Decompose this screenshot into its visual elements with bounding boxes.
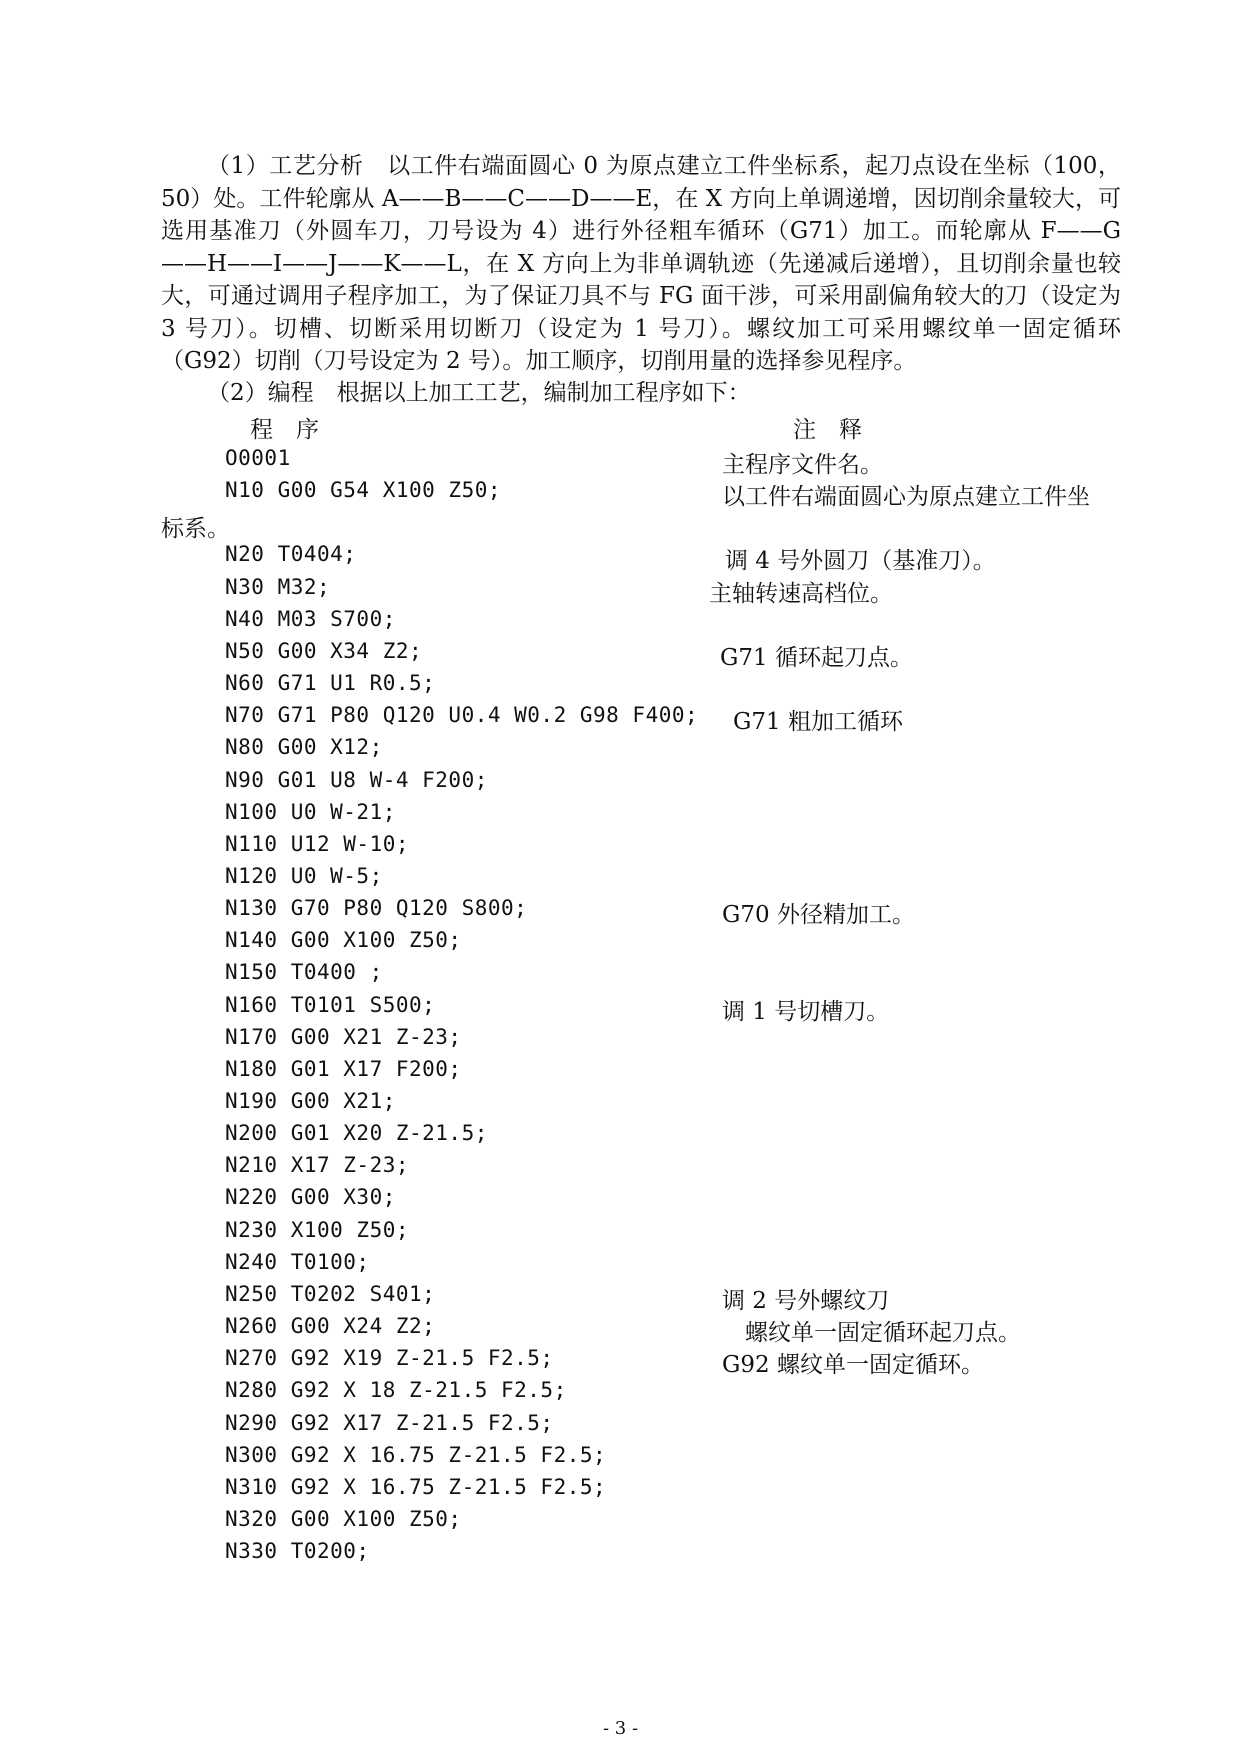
program-note: 标系。 xyxy=(161,516,230,543)
program-line xyxy=(0,832,1241,864)
program-line xyxy=(0,1314,1241,1346)
program-line xyxy=(0,542,1241,574)
program-note-continuation xyxy=(0,510,1241,542)
program-line xyxy=(0,1218,1241,1250)
program-code: N30 M32; xyxy=(225,574,331,599)
program-code: N270 G92 X19 Z-21.5 F2.5; xyxy=(225,1346,554,1371)
program-note: G71 粗加工循环 xyxy=(733,709,903,736)
program-line xyxy=(0,735,1241,767)
program-code: N130 G70 P80 Q120 S800; xyxy=(225,896,528,921)
program-line xyxy=(0,1475,1241,1507)
program-code: N320 G00 X100 Z50; xyxy=(225,1506,462,1531)
program-line xyxy=(0,1153,1241,1185)
program-code: N170 G00 X21 Z-23; xyxy=(225,1024,462,1049)
program-code: N70 G71 P80 Q120 U0.4 W0.2 G98 F400; xyxy=(225,703,699,728)
program-code: N310 G92 X 16.75 Z-21.5 F2.5; xyxy=(225,1474,607,1499)
program-line xyxy=(0,896,1241,928)
program-line xyxy=(0,1282,1241,1314)
program-line xyxy=(0,607,1241,639)
program-note: 调 1 号切槽刀。 xyxy=(722,998,890,1025)
program-note: 主程序文件名。 xyxy=(722,452,883,478)
program-code: N190 G00 X21; xyxy=(225,1089,396,1113)
program-line xyxy=(0,768,1241,800)
program-code: N120 U0 W-5; xyxy=(225,863,383,888)
program-line xyxy=(0,1539,1241,1571)
program-line xyxy=(0,446,1241,478)
program-line xyxy=(0,928,1241,960)
program-code: N140 G00 X100 Z50; xyxy=(225,928,462,953)
program-line xyxy=(0,1507,1241,1539)
program-code: N100 U0 W-21; xyxy=(225,799,396,824)
program-line xyxy=(0,671,1241,703)
program-code: N240 T0100; xyxy=(225,1249,370,1274)
program-line xyxy=(0,1378,1241,1410)
program-code: N220 G00 X30; xyxy=(225,1185,396,1210)
program-code: N210 X17 Z-23; xyxy=(225,1153,410,1178)
paragraph-text: （1）工艺分析 以工件右端面圆心 0 为原点建立工件坐标系，起刀点设在坐标（100，50）处。工件轮廓从 A——B——C——D——E，在 X 方向上单调递增，因切削余量较大，可选用基准刀（外圆车刀，刀号设为 4）进行外径粗车循环（G71）加工。而轮廓从 F——G——H——I——J——K——L，在 X 方向上为非单调轨迹（先递减后递增），且切削余量也较大，可通过调用子程序加工，为了保证刀具不与 FG 面干涉，可采用副偏角较大的刀（设定为 3 号刀）。切槽、切断采用切断刀（设定为 1 号刀）。螺纹加工可采用螺纹单一固定循环（G92）切削（刀号设定为 2 号）。加工顺序，切削用量的选择参见程序。 xyxy=(161,153,1121,374)
program-code: N160 T0101 S500; xyxy=(225,992,436,1017)
program-line xyxy=(0,1025,1241,1057)
program-line xyxy=(0,800,1241,832)
program-line xyxy=(0,639,1241,671)
program-code: N330 T0200; xyxy=(225,1539,370,1564)
program-code: N10 G00 G54 X100 Z50; xyxy=(225,478,502,503)
program-note: G71 循环起刀点。 xyxy=(720,644,913,671)
program-line xyxy=(0,703,1241,735)
program-line xyxy=(0,1089,1241,1121)
program-code: N110 U12 W-10; xyxy=(225,831,410,856)
program-line xyxy=(0,1057,1241,1089)
program-line xyxy=(0,1121,1241,1153)
program-code: N250 T0202 S401; xyxy=(225,1281,436,1306)
paragraph-text: （2）编程 根据以上加工工艺，编制加工程序如下： xyxy=(207,380,751,406)
program-code: N80 G00 X12; xyxy=(225,735,383,760)
program-column-header: 程 序 xyxy=(250,417,319,443)
program-line xyxy=(0,478,1241,510)
program-code: N40 M03 S700; xyxy=(225,606,396,631)
program-line xyxy=(0,575,1241,607)
program-code: N290 G92 X17 Z-21.5 F2.5; xyxy=(225,1410,554,1435)
program-line xyxy=(0,1346,1241,1378)
program-line xyxy=(0,864,1241,896)
program-code: N50 G00 X34 Z2; xyxy=(225,638,423,663)
program-note: 主轴转速高档位。 xyxy=(709,580,893,607)
program-note: 以工件右端面圆心为原点建立工件坐 xyxy=(722,484,1090,511)
program-code: O0001 xyxy=(225,446,291,470)
program-line xyxy=(0,1411,1241,1443)
note-column-header: 注 释 xyxy=(793,417,862,443)
program-code: N60 G71 U1 R0.5; xyxy=(225,671,436,696)
program-code: N90 G01 U8 W-4 F200; xyxy=(225,767,488,792)
program-note: G92 螺纹单一固定循环。 xyxy=(722,1352,984,1379)
program-code: N260 G00 X24 Z2; xyxy=(225,1314,436,1339)
program-note: G70 外径精加工。 xyxy=(722,902,915,929)
program-code: N150 T0400 ; xyxy=(225,960,383,985)
program-note: 调 4 号外圆刀（基准刀）。 xyxy=(725,548,996,575)
program-code: N280 G92 X 18 Z-21.5 F2.5; xyxy=(225,1378,567,1403)
program-code: N200 G01 X20 Z-21.5; xyxy=(225,1121,488,1146)
program-line xyxy=(0,1443,1241,1475)
program-code: N20 T0404; xyxy=(225,542,357,567)
program-code: N300 G92 X 16.75 Z-21.5 F2.5; xyxy=(225,1442,607,1467)
program-line xyxy=(0,993,1241,1025)
page-number: - 3 - xyxy=(602,1718,639,1739)
program-code: N230 X100 Z50; xyxy=(225,1217,410,1242)
program-line xyxy=(0,1250,1241,1282)
program-line xyxy=(0,1185,1241,1217)
program-note: 调 2 号外螺纹刀 xyxy=(722,1287,890,1314)
programming-intro xyxy=(161,377,1121,410)
program-note: 螺纹单一固定循环起刀点。 xyxy=(745,1320,1021,1347)
program-code: N180 G01 X17 F200; xyxy=(225,1056,462,1081)
process-analysis-paragraph xyxy=(161,150,1121,378)
program-line xyxy=(0,960,1241,992)
